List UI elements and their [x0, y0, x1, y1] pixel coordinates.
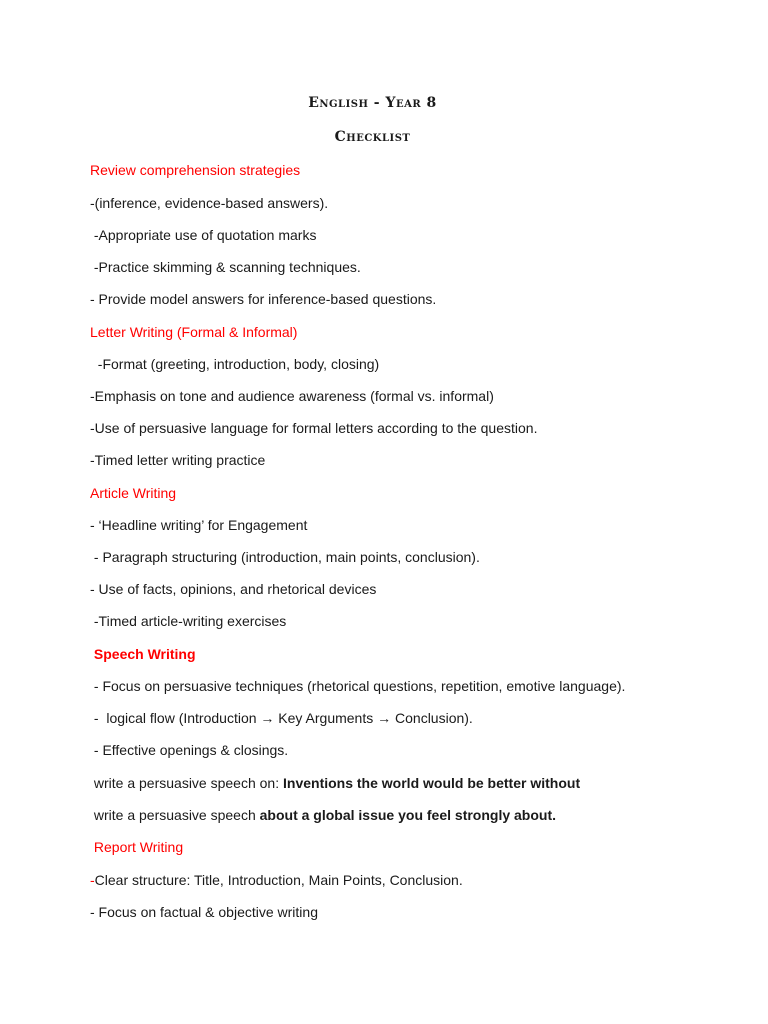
- list-item-text: Clear structure: Title, Introduction, Main Points, Conclusion.: [94, 872, 463, 888]
- list-dash: -: [90, 872, 95, 888]
- list-item: -Practice skimming & scanning techniques.: [90, 259, 361, 275]
- list-item: - Focus on persuasive techniques (rhetorical questions, repetition, emotive language).: [90, 678, 626, 694]
- comprehension-heading: Review comprehension strategies: [90, 162, 301, 178]
- speech-task-2: [90, 806, 556, 824]
- list-item: -Use of persuasive language for formal letters according to the question.: [90, 420, 538, 436]
- list-item: - ‘Headline writing’ for Engagement: [90, 517, 308, 533]
- speech-writing-heading: Speech Writing: [90, 646, 196, 662]
- list-item: -Timed letter writing practice: [90, 452, 266, 468]
- report-writing-heading: Report Writing: [90, 839, 184, 855]
- speech-task-2-prefix: write a persuasive speech: [90, 807, 260, 823]
- speech-task-1-topic: Inventions the world would be better without: [283, 775, 581, 791]
- list-item: - Effective openings & closings.: [90, 742, 289, 758]
- list-item: -Emphasis on tone and audience awareness (formal vs. informal): [90, 388, 494, 404]
- list-item: -Timed article-writing exercises: [90, 613, 287, 629]
- list-item: -Appropriate use of quotation marks: [90, 227, 317, 243]
- list-item: - Use of facts, opinions, and rhetorical devices: [90, 581, 377, 597]
- letter-writing-heading: Letter Writing (Formal & Informal): [90, 324, 298, 340]
- list-item: [90, 871, 463, 889]
- article-writing-heading: Article Writing: [90, 485, 177, 501]
- list-item: - Paragraph structuring (introduction, main points, conclusion).: [90, 549, 480, 565]
- list-item: -Format (greeting, introduction, body, closing): [90, 356, 380, 372]
- speech-task-2-topic: about a global issue you feel strongly about.: [259, 807, 557, 823]
- document-title: English - Year 8: [308, 95, 437, 111]
- list-item: - Focus on factual & objective writing: [90, 904, 318, 920]
- document-subtitle: Checklist: [334, 129, 411, 145]
- list-item: - logical flow (Introduction → Key Arguments → Conclusion).: [90, 710, 473, 726]
- list-item: -(inference, evidence-based answers).: [90, 195, 329, 211]
- speech-task-1-prefix: write a persuasive speech on:: [90, 775, 283, 791]
- list-item: - Provide model answers for inference-based questions.: [90, 291, 437, 307]
- speech-task-1: [90, 774, 580, 792]
